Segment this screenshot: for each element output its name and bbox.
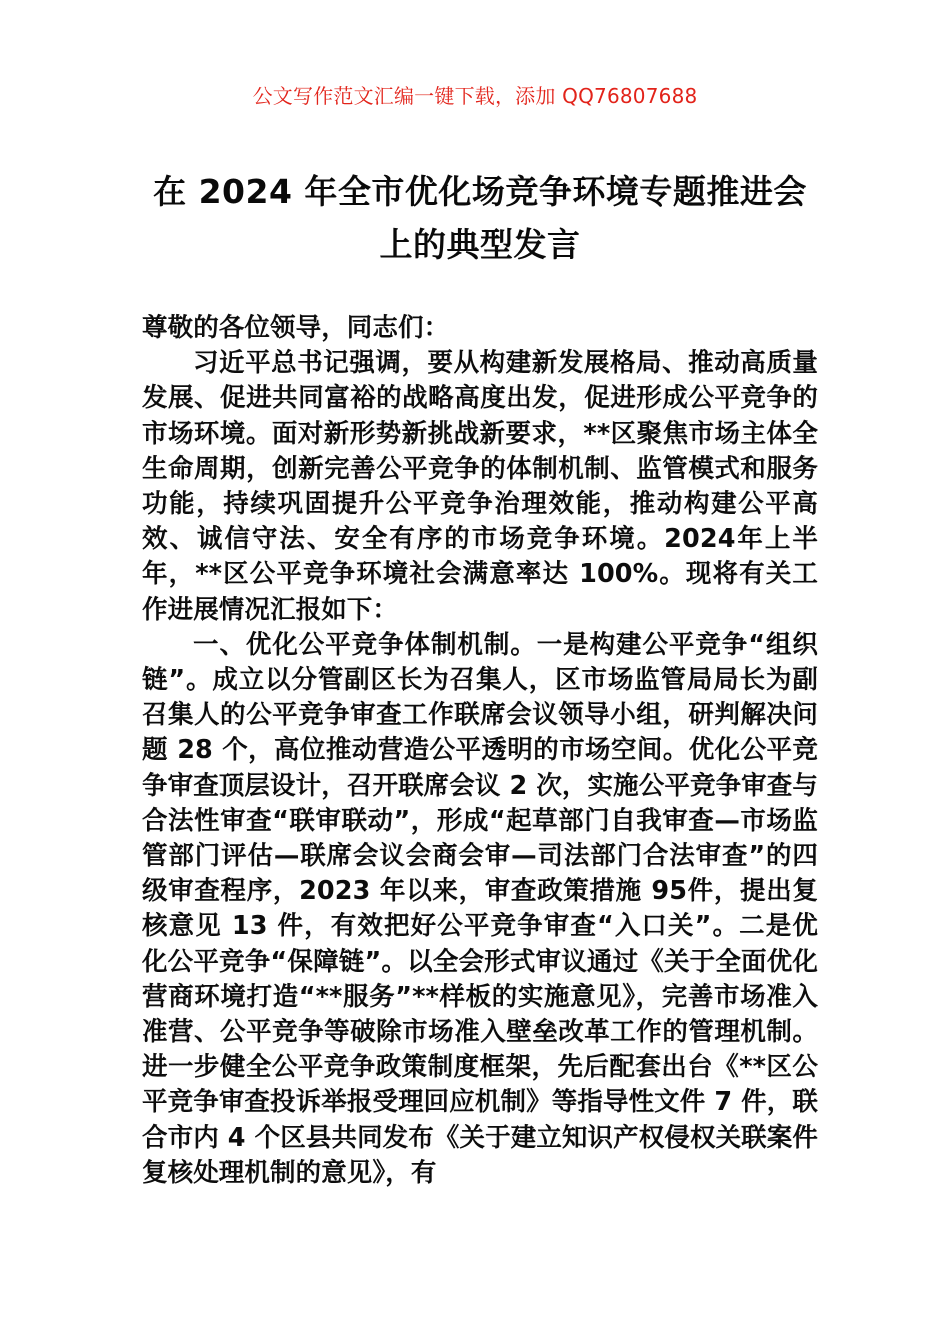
paragraph-section-one: 一、优化公平竞争体制机制。一是构建公平竞争“组织链”。成立以分管副区长为召集人，区市场监管局局长为副召集人的公平竞争审查工作联席会议领导小组，研判解决问题 28 个，高位推动营造公平透明的市场空间。优化公平竞争审查顶层设计，召开联席会议 2 次，实施公平竞争审查与合法性审查“联审联动”，形成“起草部门自我审查—市场监管部门评估—联席会议会商会审—司法部门合法审查”的四级审查程序，2023 年以来，审查政策措施 95件，提出复核意见 13 件，有效把好公平竞争审查“入口关”。二是优化公平竞争“保障链”。以全会形式审议通过《关于全面优化营商环境打造“**服务”**样板的实施意见》，完善市场准入准营、公平竞争等破除市场准入壁垒改革工作的管理机制。进一步健全公平竞争政策制度框架，先后配套出台《**区公平竞争审查投诉举报受理回应机制》等指导性文件 7 件，联合市内 4 个区县共同发布《关于建立知识产权侵权关联案件复核处理机制的意见》，有 bbox=[142, 629, 818, 1188]
document-content bbox=[142, 165, 818, 1191]
page-title-line-2: 上的典型发言 bbox=[379, 225, 581, 264]
page-title bbox=[142, 165, 818, 271]
paragraph-opening: 习近平总书记强调，要从构建新发展格局、推动高质量发展、促进共同富裕的战略高度出发，促进形成公平竞争的市场环境。面对新形势新挑战新要求，**区聚焦市场主体全生命周期，创新完善公平竞争的体制机制、监管模式和服务功能，持续巩固提升公平竞争治理效能，推动构建公平高效、诚信守法、安全有序的市场竞争环境。2024年上半年，**区公平竞争环境社会满意率达 100%。现将有关工作进展情况汇报如下： bbox=[142, 348, 818, 625]
promo-header-text: 公文写作范文汇编一键下载，添加 QQ76807688 bbox=[252, 84, 698, 108]
document-body bbox=[142, 311, 818, 1191]
paragraph-salutation: 尊敬的各位领导，同志们： bbox=[142, 313, 450, 343]
page-title-line-1: 在 2024 年全市优化场竞争环境专题推进会 bbox=[153, 172, 807, 211]
